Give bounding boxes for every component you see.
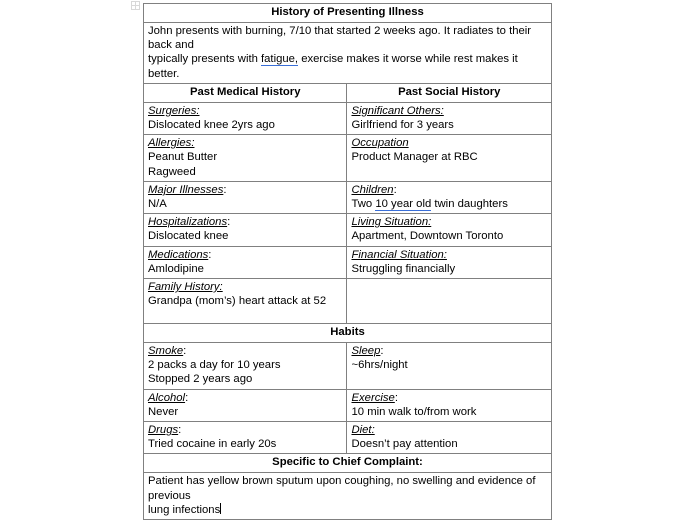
- field-label-hospitalizations: Hospitalizations:: [148, 216, 231, 229]
- table-row: [144, 214, 552, 246]
- text-cursor: [220, 503, 221, 514]
- children-value-before: Two: [351, 198, 376, 211]
- hpi-flagged-word[interactable]: fatigue,: [261, 53, 299, 66]
- table-row: [144, 279, 552, 324]
- cell-hospitalizations[interactable]: [144, 214, 347, 246]
- field-label-medications: Medications:: [148, 248, 212, 261]
- field-label-exercise: Exercise:: [351, 391, 398, 404]
- section-header-chief-complaint: Specific to Chief Complaint:: [144, 454, 552, 473]
- children-flagged-phrase[interactable]: 10 year old: [375, 198, 432, 211]
- field-label-significant-others: Significant Others:: [351, 104, 444, 117]
- table-row: [144, 181, 552, 213]
- table-row: [144, 454, 552, 473]
- field-value-alcohol: Never: [148, 405, 179, 418]
- field-label-alcohol: Alcohol:: [148, 391, 189, 404]
- field-value-living-situation: Apartment, Downtown Toronto: [351, 230, 504, 243]
- field-label-family-history: Family History:: [148, 281, 223, 294]
- cell-family-history[interactable]: [144, 279, 347, 324]
- field-value-exercise: 10 min walk to/from work: [351, 405, 477, 418]
- field-label-living-situation: Living Situation:: [351, 216, 432, 229]
- table-move-handle[interactable]: [131, 1, 140, 10]
- field-value-smoke-2: Stopped 2 years ago: [148, 373, 253, 386]
- cell-diet[interactable]: [347, 422, 552, 454]
- cell-significant-others[interactable]: [347, 102, 552, 134]
- field-label-sleep: Sleep:: [351, 345, 384, 358]
- hpi-line-1: John presents with burning, 7/10 that started 2 weeks ago. It radiates to their back and: [148, 25, 532, 52]
- cell-drugs[interactable]: [144, 422, 347, 454]
- table-row: [144, 324, 552, 343]
- cell-social-empty[interactable]: [347, 279, 552, 324]
- cell-financial-situation[interactable]: [347, 246, 552, 278]
- field-label-surgeries: Surgeries:: [148, 104, 200, 117]
- section-header-habits: Habits: [144, 324, 552, 343]
- field-value-medications: Amlodipine: [148, 262, 204, 275]
- field-label-smoke: Smoke:: [148, 345, 187, 358]
- field-value-hospitalizations: Dislocated knee: [148, 230, 229, 243]
- field-value-children: [351, 197, 547, 211]
- cell-children[interactable]: [347, 181, 552, 213]
- cell-alcohol[interactable]: [144, 389, 347, 421]
- field-label-occupation: Occupation: [351, 137, 409, 150]
- field-label-financial-situation: Financial Situation:: [351, 248, 447, 261]
- cell-living-situation[interactable]: [347, 214, 552, 246]
- field-value-financial-situation: Struggling financially: [351, 262, 456, 275]
- field-value-diet: Doesn’t pay attention: [351, 438, 458, 451]
- table-row: [144, 246, 552, 278]
- section-header-past-social-history: Past Social History: [347, 83, 552, 102]
- field-value-significant-others: Girlfriend for 3 years: [351, 119, 454, 132]
- field-label-children: Children:: [351, 183, 397, 196]
- field-value-occupation: Product Manager at RBC: [351, 151, 478, 164]
- field-value-sleep: ~6hrs/night: [351, 359, 408, 372]
- clinical-history-table: [143, 3, 552, 520]
- cell-allergies[interactable]: [144, 135, 347, 182]
- cell-major-illnesses[interactable]: [144, 181, 347, 213]
- hpi-line-2-before: typically presents with: [148, 53, 262, 66]
- table-row: [144, 102, 552, 134]
- children-value-after: twin daughters: [431, 198, 508, 211]
- hpi-body-cell[interactable]: [144, 23, 552, 84]
- chief-complaint-line-2: [148, 503, 547, 517]
- field-value-surgeries: Dislocated knee 2yrs ago: [148, 119, 275, 132]
- field-value-major-illnesses: N/A: [148, 198, 167, 211]
- table-row: [144, 422, 552, 454]
- chief-complaint-line-1: Patient has yellow brown sputum upon coughing, no swelling and evidence of previous: [148, 475, 536, 502]
- table-row: [144, 389, 552, 421]
- cell-occupation[interactable]: [347, 135, 552, 182]
- cell-smoke[interactable]: [144, 343, 347, 390]
- field-value-allergies-1: Peanut Butter: [148, 151, 218, 164]
- table-row: [144, 473, 552, 520]
- field-value-allergies-2: Ragweed: [148, 165, 196, 178]
- table-row: [144, 4, 552, 23]
- cell-sleep[interactable]: [347, 343, 552, 390]
- cell-chief-complaint-body[interactable]: [144, 473, 552, 520]
- field-label-major-illnesses: Major Illnesses:: [148, 183, 227, 196]
- table-row: [144, 83, 552, 102]
- hpi-line-2-after: exercise makes it worse while rest makes it better.: [148, 53, 518, 80]
- table-row: [144, 343, 552, 390]
- table-row: [144, 23, 552, 84]
- field-value-smoke-1: 2 packs a day for 10 years: [148, 359, 281, 372]
- field-label-drugs: Drugs:: [148, 424, 182, 437]
- cell-exercise[interactable]: [347, 389, 552, 421]
- field-label-diet: Diet:: [351, 424, 375, 437]
- chief-complaint-line-2-text: lung infections: [148, 503, 221, 516]
- field-value-family-history: Grandpa (mom’s) heart attack at 52: [148, 295, 327, 308]
- cell-surgeries[interactable]: [144, 102, 347, 134]
- table-row: [144, 135, 552, 182]
- section-header-past-medical-history: Past Medical History: [144, 83, 347, 102]
- hpi-line-2: [148, 52, 547, 80]
- field-value-drugs: Tried cocaine in early 20s: [148, 438, 277, 451]
- section-header-hpi: History of Presenting Illness: [144, 4, 552, 23]
- cell-medications[interactable]: [144, 246, 347, 278]
- field-label-allergies: Allergies:: [148, 137, 195, 150]
